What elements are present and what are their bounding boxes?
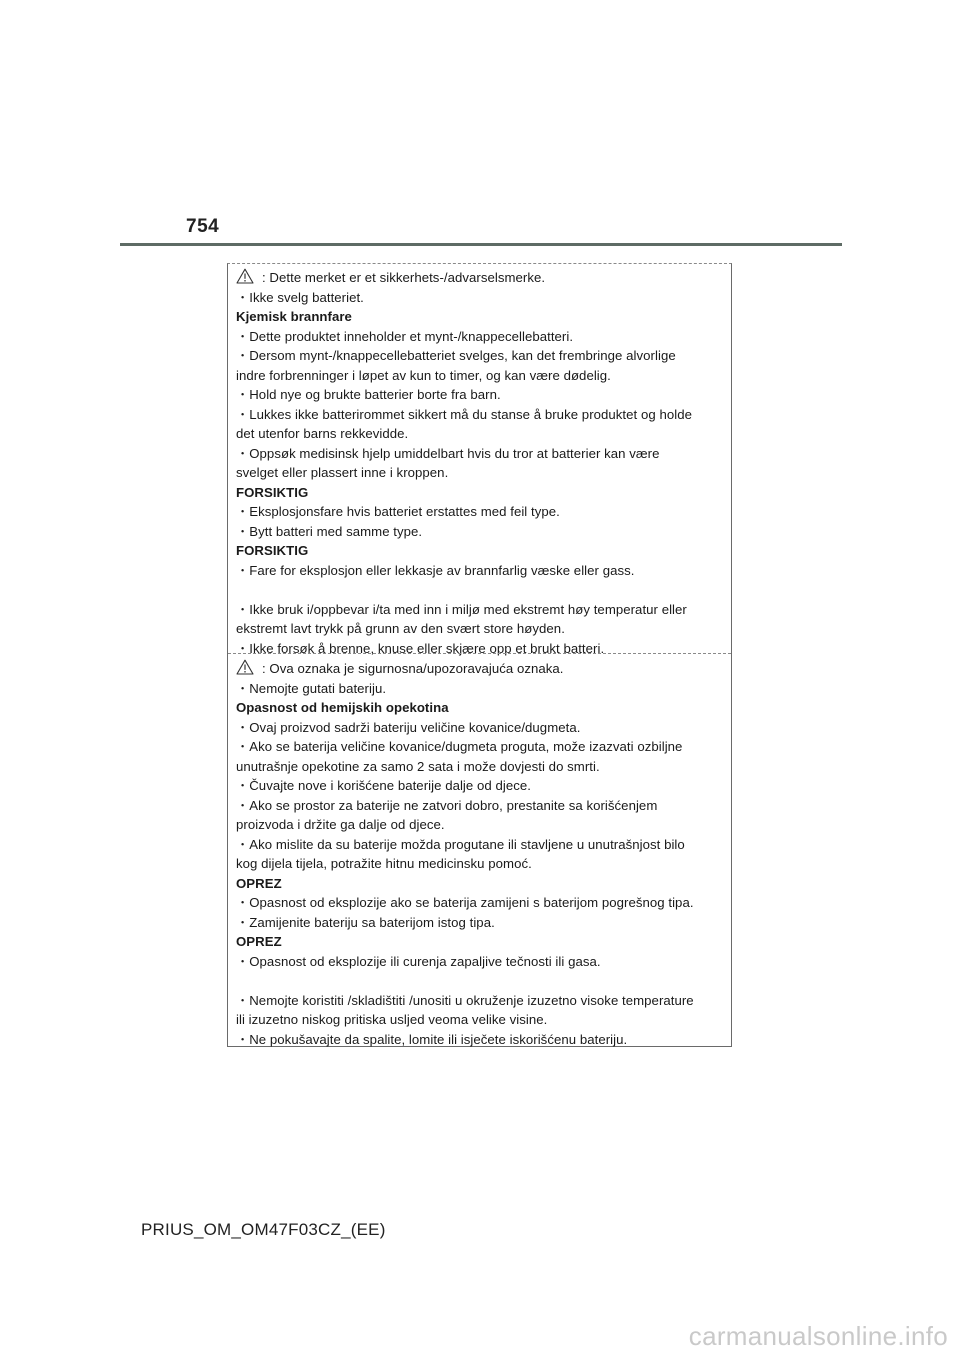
text-line: indre forbrenninger i løpet av kun to timer, og kan være dødelig. [236, 367, 611, 383]
text-line: proizvoda i držite ga dalje od djece. [236, 817, 445, 832]
text-line: svelget eller plassert inne i kroppen. [236, 465, 449, 480]
text-line: ・Opasnost od eksplozije ili curenja zapaljive tečnosti ili gasa. [236, 953, 601, 969]
text-line: ili izuzetno niskog pritiska usljed veoma velike visine. [236, 1012, 548, 1027]
text-line: ・Ikke svelg batteriet. [236, 289, 364, 305]
text-line: ・Bytt batteri med samme type. [236, 523, 423, 539]
section-norwegian [236, 268, 726, 658]
text-line: ・Opasnost od eksplozije ako se baterija zamijeni s baterijom pogrešnog tipa. [236, 895, 694, 910]
blank-line [236, 971, 726, 991]
page-number: 754 [186, 216, 220, 237]
header-rule [120, 243, 842, 246]
warning-box [227, 263, 732, 1047]
text-line: ・Nemojte gutati bateriju. [236, 680, 387, 696]
warning-label-line [236, 268, 726, 288]
text-line: ・Oppsøk medisinsk hjelp umiddelbart hvis du tror at batterier kan være [236, 445, 660, 461]
text-line: ・Lukkes ikke batterirommet sikkert må du stanse å bruke produktet og holde [236, 406, 692, 422]
section-heading: Opasnost od hemijskih opekotina [236, 700, 449, 715]
text-line: ・Eksplosjonsfare hvis batteriet erstattes med feil type. [236, 504, 560, 519]
text-line: kog dijela tijela, potražite hitnu medicinsku pomoć. [236, 856, 532, 871]
warning-label-line [236, 659, 726, 679]
text-line: ・Dette produktet inneholder et mynt-/knappecellebatteri. [236, 328, 574, 344]
text-line: unutrašnje opekotine za samo 2 sata i može dovjesti do smrti. [236, 758, 600, 774]
text-line: ・Dersom mynt-/knappecellebatteriet svelges, kan det frembringe alvorlige [236, 348, 676, 363]
text-line: ekstremt lavt trykk på grunn av den svært store høyden. [236, 621, 565, 636]
warning-triangle-icon [236, 268, 254, 284]
section-heading: FORSIKTIG [236, 484, 309, 500]
blank-line [236, 580, 726, 600]
section-heading: Kjemisk brannfare [236, 309, 352, 324]
text-line: ・Zamijenite bateriju sa baterijom istog tipa. [236, 914, 495, 930]
text-line: ・Čuvajte nove i korišćene baterije dalje od djece. [236, 778, 531, 793]
section-croatian [236, 659, 726, 1049]
text-line: ・Ikke forsøk å brenne, knuse eller skjære opp et brukt batteri. [236, 640, 605, 656]
text-line: ・Ikke bruk i/oppbevar i/ta med inn i miljø med ekstremt høy temperatur eller [236, 601, 687, 617]
warning-triangle-icon [236, 659, 254, 675]
text-line: ・Fare for eksplosjon eller lekkasje av brannfarlig væske eller gass. [236, 562, 635, 578]
section-heading: OPREZ [236, 875, 282, 891]
text-line: ・Ne pokušavajte da spalite, lomite ili isječete iskorišćenu bateriju. [236, 1031, 628, 1047]
warning-label-text: : Ova oznaka je sigurnosna/upozoravajuća oznaka. [262, 661, 564, 676]
section-divider [228, 653, 731, 654]
text-line: ・Ako se prostor za baterije ne zatvori dobro, prestanite sa korišćenjem [236, 797, 658, 813]
text-line: ・Ako mislite da su baterije možda progutane ili stavljene u unutrašnjost bilo [236, 836, 685, 852]
text-line: ・Ako se baterija veličine kovanice/dugmeta proguta, može izazvati ozbiljne [236, 739, 683, 754]
text-line: ・Hold nye og brukte batterier borte fra barn. [236, 387, 501, 402]
text-line: ・Nemojte koristiti /skladištiti /unositi u okruženje izuzetno visoke temperature [236, 992, 694, 1008]
watermark: carmanualsonline.info [688, 1321, 948, 1351]
section-heading: FORSIKTIG [236, 543, 309, 558]
text-line: ・Ovaj proizvod sadrži bateriju veličine kovanice/dugmeta. [236, 719, 581, 735]
text-line: det utenfor barns rekkevidde. [236, 426, 409, 441]
footer-doc-code: PRIUS_OM_OM47F03CZ_(EE) [141, 1220, 386, 1239]
warning-label-text: : Dette merket er et sikkerhets-/advarselsmerke. [262, 270, 546, 285]
section-heading: OPREZ [236, 934, 282, 949]
